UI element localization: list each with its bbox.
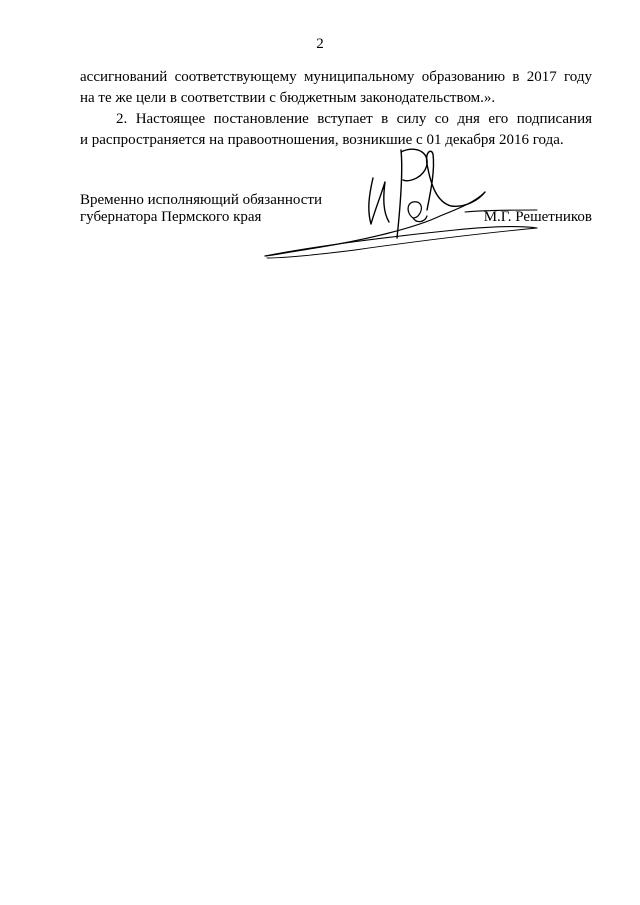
- signer-position-line: Временно исполняющий обязанности: [80, 192, 323, 208]
- signature-stroke: [265, 227, 537, 256]
- text-line: на те же цели в соответствии с бюджетным законодательством.».: [80, 90, 496, 106]
- page-number: 2: [316, 36, 324, 52]
- signer-name: М.Г. Решетников: [483, 209, 592, 225]
- signature-stroke: [265, 192, 485, 256]
- text-line: ассигнований соответствующему муниципальному образованию в 2017 году: [80, 69, 592, 85]
- signature-stroke: [397, 149, 427, 238]
- signature-stroke: [408, 202, 427, 222]
- signature-stroke: [267, 228, 537, 258]
- signature-stroke: [369, 178, 389, 224]
- signer-position-line: губернатора Пермского края: [80, 209, 262, 225]
- text-line: и распространяется на правоотношения, возникшие с 01 декабря 2016 года.: [80, 132, 564, 148]
- text-line: 2. Настоящее постановление вступает в силу со дня его подписания: [116, 111, 592, 127]
- signature-stroke: [427, 151, 485, 210]
- handwritten-signature: [255, 140, 545, 265]
- paragraph-continuation: [80, 67, 592, 109]
